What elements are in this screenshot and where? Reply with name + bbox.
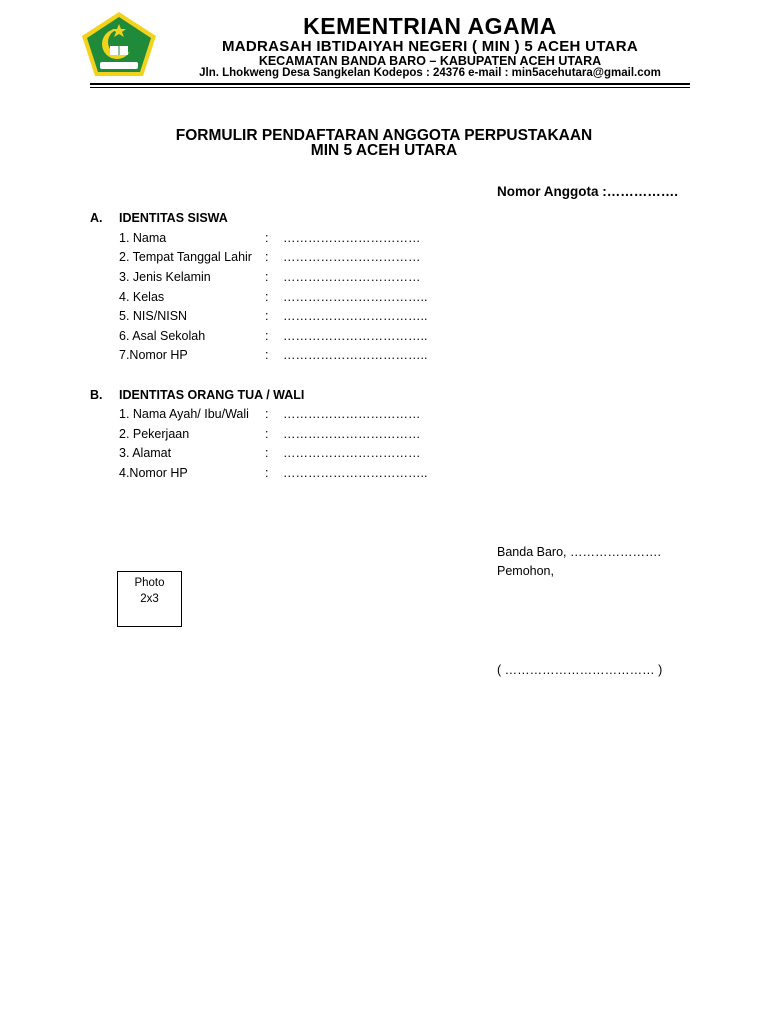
field-input[interactable]: ……………………………..: [283, 329, 428, 343]
form-title: FORMULIR PENDAFTARAN ANGGOTA PERPUSTAKAAN: [175, 127, 593, 144]
field-input[interactable]: ……………………………: [283, 427, 421, 441]
district-line: KECAMATAN BANDA BARO – KABUPATEN ACEH UTARA: [258, 54, 602, 68]
field-input[interactable]: ……………………………: [283, 407, 421, 421]
field-label: 4. Kelas: [119, 290, 165, 304]
field-colon: :: [265, 270, 269, 284]
field-input[interactable]: ……………………………..: [283, 466, 428, 480]
field-colon: :: [265, 446, 269, 460]
field-row: [0, 446, 768, 464]
field-label: 6. Asal Sekolah: [119, 329, 206, 343]
field-row: [0, 290, 768, 308]
field-input[interactable]: ……………………………: [283, 231, 421, 245]
field-row: [0, 466, 768, 484]
field-input[interactable]: ……………………………..: [283, 290, 428, 304]
field-colon: :: [265, 250, 269, 264]
field-input[interactable]: ……………………………: [283, 250, 421, 264]
section-b-title: IDENTITAS ORANG TUA / WALI: [119, 388, 305, 402]
member-number-field[interactable]: Nomor Anggota :…………….: [497, 184, 678, 199]
place-date-field[interactable]: Banda Baro, ………………….: [497, 545, 661, 559]
field-input[interactable]: ……………………………: [283, 446, 421, 460]
field-row: [0, 309, 768, 327]
field-label: 2. Tempat Tanggal Lahir: [119, 250, 252, 264]
field-row: [0, 231, 768, 249]
field-colon: :: [265, 231, 269, 245]
field-row: [0, 250, 768, 268]
field-label: 2. Pekerjaan: [119, 427, 190, 441]
field-input[interactable]: ……………………………: [283, 270, 421, 284]
field-colon: :: [265, 309, 269, 323]
field-row: [0, 329, 768, 347]
field-row: [0, 427, 768, 445]
field-colon: :: [265, 329, 269, 343]
photo-label: Photo: [134, 577, 165, 589]
field-colon: :: [265, 466, 269, 480]
signature-name-field[interactable]: ( ……………………………… ): [497, 663, 663, 677]
field-label: 1. Nama: [119, 231, 167, 245]
field-colon: :: [265, 407, 269, 421]
letterhead-divider-thin: [90, 87, 690, 88]
field-label: 3. Jenis Kelamin: [119, 270, 211, 284]
field-colon: :: [265, 348, 269, 362]
field-input[interactable]: ……………………………..: [283, 309, 428, 323]
field-row: [0, 348, 768, 366]
field-label: 1. Nama Ayah/ Ibu/Wali: [119, 407, 249, 421]
address-line: Jln. Lhokweng Desa Sangkelan Kodepos : 24376 e-mail : min5acehutara@gmail.com: [199, 67, 661, 79]
kemenag-logo-icon: [80, 10, 158, 78]
field-row: [0, 407, 768, 425]
field-label: 3. Alamat: [119, 446, 172, 460]
photo-placeholder: [117, 571, 182, 627]
applicant-label: Pemohon,: [497, 564, 554, 578]
form-subtitle: MIN 5 ACEH UTARA: [310, 142, 458, 159]
field-colon: :: [265, 290, 269, 304]
letterhead-divider-thick: [90, 83, 690, 85]
section-a-title: IDENTITAS SISWA: [119, 211, 228, 225]
school-name: MADRASAH IBTIDAIYAH NEGERI ( MIN ) 5 ACEH UTARA: [221, 38, 639, 55]
field-row: [0, 270, 768, 288]
ministry-title: KEMENTRIAN AGAMA: [303, 13, 557, 39]
section-a-letter: A.: [90, 211, 103, 225]
field-label: 7.Nomor HP: [119, 348, 188, 362]
field-colon: :: [265, 427, 269, 441]
section-b-letter: B.: [90, 388, 103, 402]
field-input[interactable]: ……………………………..: [283, 348, 428, 362]
field-label: 5. NIS/NISN: [119, 309, 188, 323]
photo-size-label: 2x3: [140, 593, 159, 605]
field-label: 4.Nomor HP: [119, 466, 188, 480]
